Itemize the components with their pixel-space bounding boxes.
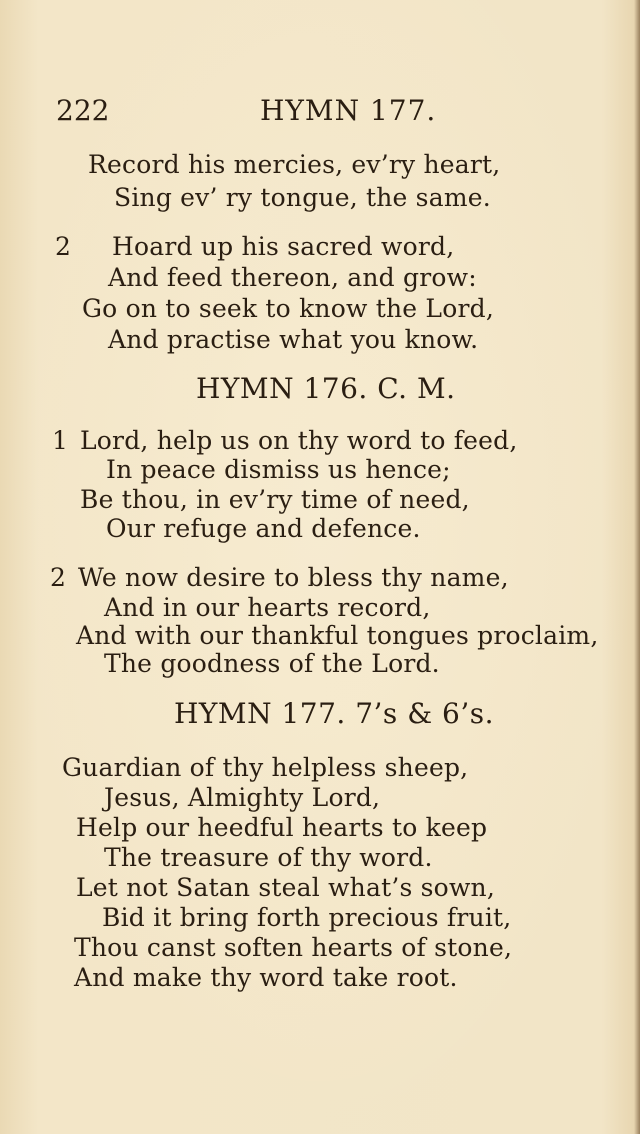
verse-line: Our refuge and defence. xyxy=(106,514,421,543)
running-head: HYMN 177. xyxy=(260,94,437,127)
verse-number: 2 xyxy=(50,563,66,592)
page-edge-shadow xyxy=(634,0,640,1134)
verse-line: Help our heedful hearts to keep xyxy=(76,813,488,842)
verse-line: Hoard up his sacred word, xyxy=(112,232,455,261)
verse-line: And in our hearts record, xyxy=(104,593,431,622)
verse-number: 1 xyxy=(52,426,68,455)
verse-line: The treasure of thy word. xyxy=(104,843,433,872)
verse-line: In peace dismiss us hence; xyxy=(106,455,451,484)
verse-number: 2 xyxy=(55,232,71,261)
hymn-heading: HYMN 176. C. M. xyxy=(196,372,456,405)
verse-line: Thou canst soften hearts of stone, xyxy=(74,933,513,962)
verse-line: Lord, help us on thy word to feed, xyxy=(80,426,518,455)
verse-line: Let not Satan steal what’s sown, xyxy=(76,873,495,902)
verse-line: Guardian of thy helpless sheep, xyxy=(62,753,469,782)
verse-line: Sing ev’ ry tongue, the same. xyxy=(114,183,491,212)
verse-line: And feed thereon, and grow: xyxy=(108,263,477,292)
verse-line: And make thy word take root. xyxy=(74,963,458,992)
verse-line: Bid it bring forth precious fruit, xyxy=(102,903,512,932)
hymn-heading: HYMN 177. 7’s & 6’s. xyxy=(174,697,495,730)
verse-line: Record his mercies, ev’ry heart, xyxy=(88,150,501,179)
verse-line: And with our thankful tongues proclaim, xyxy=(76,621,599,650)
verse-line: We now desire to bless thy name, xyxy=(78,563,509,592)
verse-line: Jesus, Almighty Lord, xyxy=(104,783,381,812)
verse-line: And practise what you know. xyxy=(108,325,479,354)
page-number: 222 xyxy=(56,94,110,127)
verse-line: Go on to seek to know the Lord, xyxy=(82,294,494,323)
verse-line: Be thou, in ev’ry time of need, xyxy=(80,485,470,514)
verse-line: The goodness of the Lord. xyxy=(104,649,440,678)
